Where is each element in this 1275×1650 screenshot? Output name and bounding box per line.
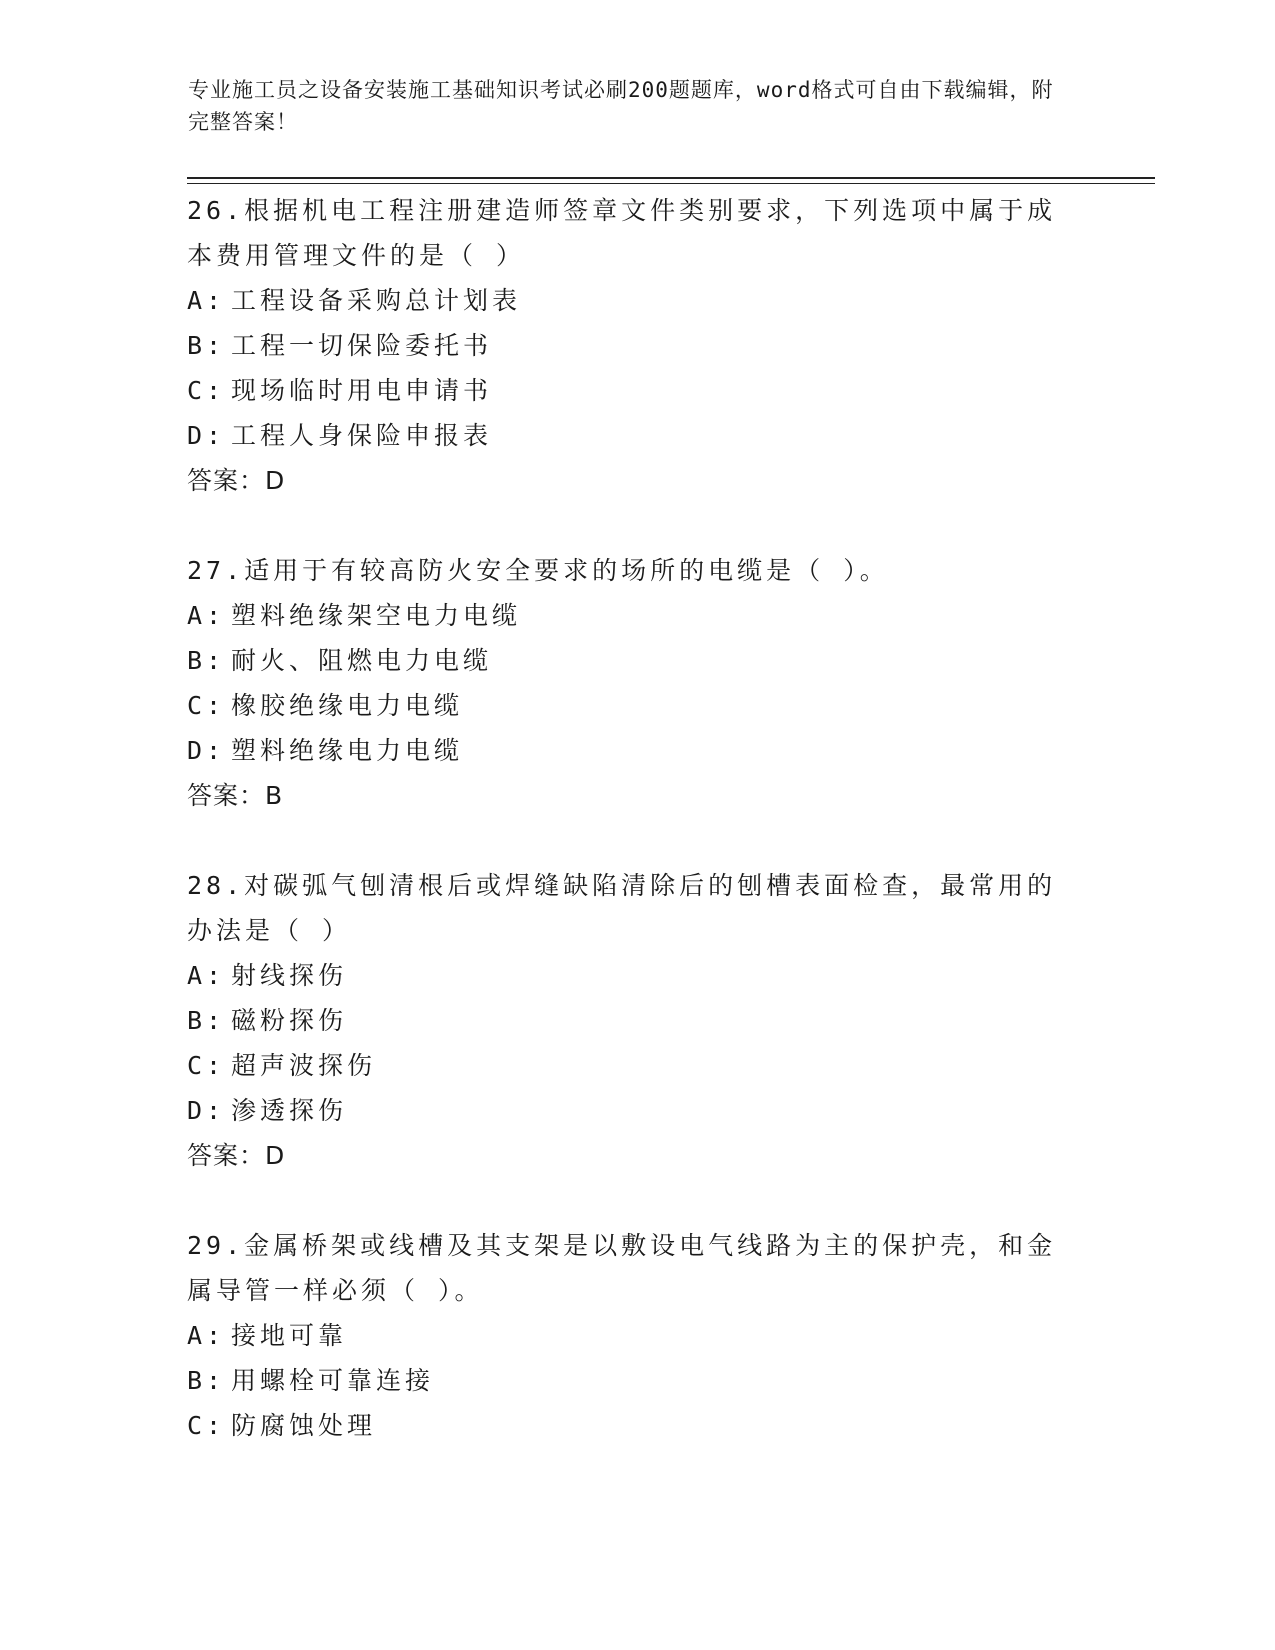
option-text: 橡胶绝缘电力电缆 (231, 691, 464, 720)
question-27 (187, 548, 1087, 818)
option-b (187, 323, 1087, 368)
option-text: 耐火、阻燃电力电缆 (231, 646, 493, 675)
question-stem: 28.对碳弧气刨清根后或焊缝缺陷清除后的刨槽表面检查，最常用的办法是（ ） (187, 871, 1057, 945)
option-text: 工程人身保险申报表 (231, 421, 493, 450)
header-rule-thin (187, 183, 1155, 184)
option-letter: B: (187, 1366, 226, 1395)
option-text: 超声波探伤 (231, 1051, 377, 1080)
option-letter: A: (187, 1321, 226, 1350)
option-letter: D: (187, 736, 226, 765)
option-a (187, 278, 1087, 323)
option-text: 塑料绝缘架空电力电缆 (231, 601, 522, 630)
option-letter: B: (187, 646, 226, 675)
option-letter: A: (187, 601, 226, 630)
option-letter: A: (187, 961, 226, 990)
option-text: 防腐蚀处理 (231, 1411, 377, 1440)
option-letter: C: (187, 1411, 226, 1440)
header-rule-thick (187, 177, 1155, 179)
answer-label: 答案： (187, 781, 266, 810)
question-stem: 27.适用于有较高防火安全要求的场所的电缆是（ ）。 (187, 556, 889, 585)
option-text: 现场临时用电申请书 (231, 376, 493, 405)
answer-label: 答案： (187, 466, 266, 495)
option-text: 工程一切保险委托书 (231, 331, 493, 360)
option-b (187, 1358, 1087, 1403)
option-c (187, 368, 1087, 413)
option-letter: C: (187, 376, 226, 405)
option-c (187, 1403, 1087, 1448)
option-text: 用螺栓可靠连接 (231, 1366, 435, 1395)
option-b (187, 998, 1087, 1043)
option-letter: B: (187, 1006, 226, 1035)
option-letter: D: (187, 421, 226, 450)
page-header: 专业施工员之设备安装施工基础知识考试必刷200题题库，word格式可自由下载编辑，附完整答案！ (188, 78, 1054, 134)
option-d (187, 413, 1087, 458)
option-a (187, 953, 1087, 998)
answer-line (187, 1133, 1087, 1178)
option-a (187, 1313, 1087, 1358)
option-c (187, 683, 1087, 728)
option-text: 接地可靠 (231, 1321, 348, 1350)
answer-label: 答案： (187, 1141, 266, 1170)
option-text: 射线探伤 (231, 961, 348, 990)
option-letter: B: (187, 331, 226, 360)
question-stem: 29.金属桥架或线槽及其支架是以敷设电气线路为主的保护壳，和金属导管一样必须（ ）。 (187, 1231, 1057, 1305)
answer-line (187, 458, 1087, 503)
option-d (187, 728, 1087, 773)
option-text: 工程设备采购总计划表 (231, 286, 522, 315)
option-c (187, 1043, 1087, 1088)
option-a (187, 593, 1087, 638)
answer-value: D (265, 1141, 286, 1170)
option-letter: C: (187, 691, 226, 720)
question-26 (187, 188, 1087, 503)
answer-line (187, 773, 1087, 818)
question-29 (187, 1223, 1087, 1448)
answer-value: D (265, 466, 286, 495)
option-text: 磁粉探伤 (231, 1006, 348, 1035)
option-letter: C: (187, 1051, 226, 1080)
question-list (187, 188, 1087, 1448)
option-letter: D: (187, 1096, 226, 1125)
option-letter: A: (187, 286, 226, 315)
question-28 (187, 863, 1087, 1178)
option-b (187, 638, 1087, 683)
option-text: 塑料绝缘电力电缆 (231, 736, 464, 765)
question-stem: 26.根据机电工程注册建造师签章文件类别要求，下列选项中属于成本费用管理文件的是（ ） (187, 196, 1057, 270)
answer-value: B (265, 781, 284, 810)
option-text: 渗透探伤 (231, 1096, 348, 1125)
option-d (187, 1088, 1087, 1133)
